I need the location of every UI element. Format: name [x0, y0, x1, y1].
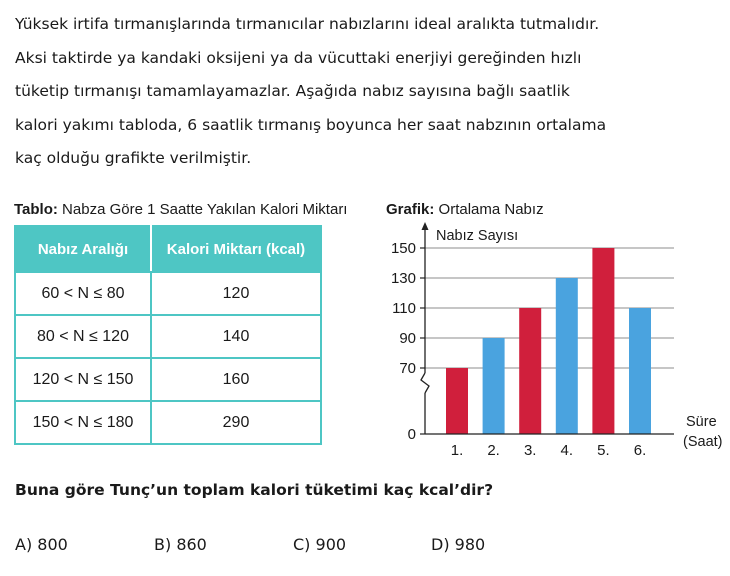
y-tick-label: 90: [399, 330, 416, 347]
x-tick-label: 2.: [487, 442, 500, 459]
calorie-cell: 160: [151, 358, 321, 401]
option-a[interactable]: [15, 535, 68, 554]
table-title: [14, 201, 347, 218]
option-letter: D): [431, 535, 450, 554]
pulse-range-cell: 60 < N ≤ 80: [15, 272, 151, 315]
table-title-text: Nabza Göre 1 Saatte Yakılan Kalori Miktarı: [57, 201, 348, 218]
table-row: [15, 272, 321, 315]
calorie-cell: 140: [151, 315, 321, 358]
bar-1: [446, 368, 468, 434]
table-row: [15, 401, 321, 444]
option-d[interactable]: [431, 535, 485, 554]
chart-title-label: Grafik:: [386, 201, 435, 218]
option-letter: A): [15, 535, 33, 554]
bar-5: [592, 248, 614, 434]
option-value: 980: [454, 535, 486, 554]
bar-3: [519, 308, 541, 434]
y-axis-break: [421, 373, 429, 393]
x-tick-label: 5.: [597, 442, 610, 459]
pulse-range-cell: 120 < N ≤ 150: [15, 358, 151, 401]
question-text: Buna göre Tunç’un toplam kalori tüketimi kaç kcal’dir?: [15, 481, 494, 499]
option-value: 900: [315, 535, 347, 554]
chart-title: [386, 201, 544, 218]
calorie-cell: 290: [151, 401, 321, 444]
option-letter: B): [154, 535, 172, 554]
calorie-cell: 120: [151, 272, 321, 315]
table-header-row: [15, 226, 321, 272]
x-axis-label-line2: (Saat): [683, 434, 723, 450]
intro-paragraph: [15, 8, 715, 176]
answer-options: [15, 535, 715, 557]
intro-line: tüketip tırmanışı tamamlayamazlar. Aşağıda nabız sayısına bağlı saatlik: [15, 82, 570, 100]
table-title-label: Tablo:: [14, 201, 58, 218]
pulse-range-cell: 80 < N ≤ 120: [15, 315, 151, 358]
option-letter: C): [293, 535, 311, 554]
intro-line: kaç olduğu grafikte verilmiştir.: [15, 149, 252, 167]
y-tick-label: 0: [407, 426, 416, 443]
x-axis-label-line1: Süre: [686, 414, 717, 430]
x-tick-label: 6.: [633, 442, 647, 459]
header-calorie-amount: Kalori Miktarı (kcal): [151, 226, 321, 272]
table-row: [15, 315, 321, 358]
option-value: 860: [176, 535, 207, 554]
calorie-table: [14, 225, 322, 445]
y-tick-label: 70: [399, 360, 416, 377]
y-axis-label: Nabız Sayısı: [436, 228, 519, 244]
option-c[interactable]: [293, 535, 346, 554]
chart-title-text: Ortalama Nabız: [434, 201, 544, 218]
header-pulse-range: Nabız Aralığı: [15, 226, 151, 272]
intro-line: kalori yakımı tabloda, 6 saatlik tırmanış boyunca her saat nabzının ortalama: [15, 115, 607, 134]
intro-line: Yüksek irtifa tırmanışlarında tırmanıcılar nabızlarını ideal aralıkta tutmalıdır.: [15, 15, 600, 33]
bar-2: [483, 338, 505, 434]
y-tick-label: 130: [390, 270, 416, 287]
bar-4: [556, 278, 578, 434]
chart-bars: [446, 248, 651, 434]
x-tick-label: 4.: [560, 442, 574, 459]
x-tick-label: 3.: [523, 442, 537, 459]
y-axis-arrow-icon: [422, 222, 429, 230]
bar-6: [629, 308, 651, 434]
y-tick-label: 110: [392, 300, 416, 317]
pulse-bar-chart: [370, 218, 730, 463]
intro-line: Aksi taktirde ya kandaki oksijeni ya da vücuttaki enerjiyi gereğinden hızlı: [15, 48, 582, 67]
table-row: [15, 358, 321, 401]
x-tick-label: 1.: [450, 442, 464, 459]
option-b[interactable]: [154, 535, 207, 554]
pulse-range-cell: 150 < N ≤ 180: [15, 401, 151, 444]
y-tick-label: 150: [390, 240, 416, 257]
option-value: 800: [37, 535, 68, 554]
